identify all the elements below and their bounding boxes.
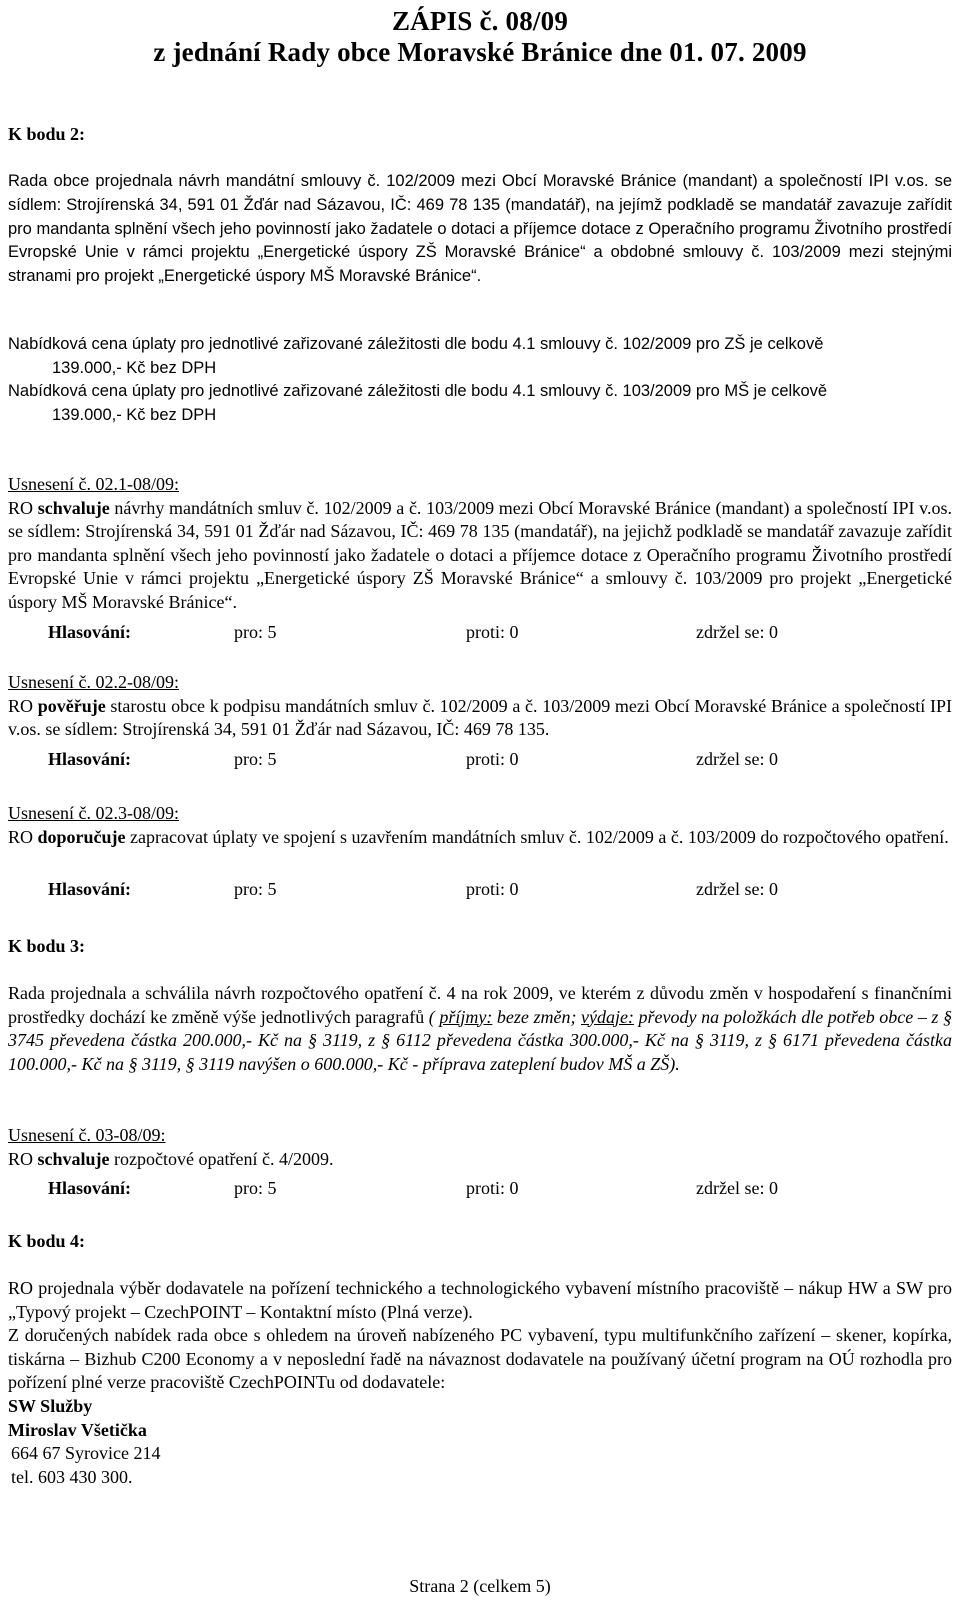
- section-4-text: [8, 1277, 952, 1489]
- section-2-heading: K bodu 2:: [8, 124, 86, 144]
- vote-zdrzel: zdržel se: 0: [696, 622, 778, 642]
- price-block: [8, 333, 952, 427]
- page-number: Strana 2 (celkem 5): [409, 1576, 551, 1596]
- resolution-prefix: RO: [8, 1148, 38, 1169]
- vote-label: Hlasování:: [48, 879, 132, 899]
- document-subtitle: z jednání Rady obce Moravské Bránice dne 01. 07. 2009: [153, 37, 807, 67]
- vote-proti: proti: 0: [466, 622, 519, 642]
- vote-zdrzel: zdržel se: 0: [696, 1178, 778, 1198]
- section-3-text: [8, 982, 952, 1076]
- section-3-vydaje-text: převody na položkách dle potřeb obce – z § 3745 převedena částka 200.000,- Kč na § 3119, z § 6112 převedena částka 300.000,- Kč na § 3119, z § 6171 převedena částka 100.000,- Kč na § 3119, § 3119 navýšen o 600.000,- Kč - příprava zateplení budov MŠ a ZŠ).: [8, 1006, 952, 1074]
- resolution-label: Usnesení č. 02.1-08/09:: [8, 474, 179, 494]
- vote-pro: pro: 5: [234, 1178, 277, 1198]
- resolution-02-3: [8, 802, 952, 849]
- vote-row-02-3: [48, 877, 948, 901]
- section-2-intro: [8, 170, 952, 289]
- vote-proti: proti: 0: [466, 879, 519, 899]
- section-3-heading: K bodu 3:: [8, 936, 86, 956]
- resolution-verb: schvaluje: [37, 1148, 110, 1169]
- vote-row-02-1: [48, 620, 948, 644]
- price-2-text: Nabídková cena úplaty pro jednotlivé zařizované záležitosti dle bodu 4.1 smlouvy č. 103/2009 pro MŠ je celkově: [8, 382, 828, 401]
- supplier-name: SW Služby: [8, 1395, 93, 1416]
- resolution-prefix: RO: [8, 826, 38, 847]
- resolution-label: Usnesení č. 02.2-08/09:: [8, 672, 179, 692]
- resolution-02-2: [8, 671, 952, 742]
- vote-label: Hlasování:: [48, 749, 132, 769]
- section-3-prijmy-label: příjmy:: [439, 1006, 493, 1027]
- supplier-person: Miroslav Všetička: [8, 1419, 147, 1440]
- resolution-03: [8, 1124, 952, 1171]
- vote-pro: pro: 5: [234, 879, 277, 899]
- vote-row-03: [48, 1176, 948, 1200]
- section-4-p2: Z doručených nabídek rada obce s ohledem na úroveň nabízeného PC vybavení, typu multifunkčního zařízení – skener, kopírka, tiskárna – Bizhub C200 Economy a v neposlední řadě na návaznost dodavatele na používaný účetní program na OÚ rozhodla pro pořízení plné verze pracoviště CzechPOINTu od dodavatele:: [8, 1325, 952, 1393]
- price-1-text: Nabídková cena úplaty pro jednotlivé zařizované záležitosti dle bodu 4.1 smlouvy č. 102/2009 pro ZŠ je celkově: [8, 335, 824, 353]
- vote-row-02-2: [48, 747, 948, 771]
- supplier-phone: tel. 603 430 300.: [11, 1466, 133, 1487]
- resolution-verb: pověřuje: [37, 695, 106, 716]
- resolution-verb: schvaluje: [37, 497, 110, 518]
- section-3-main-text: Rada projednala a schválila návrh rozpočtového opatření č. 4 na rok 2009, ve kterém z důvodu změn v hospodaření s finančními prostředky dochází ke změně výše jednotlivých paragrafů: [8, 983, 952, 1027]
- section-3-paren: (: [424, 1006, 440, 1027]
- vote-proti: proti: 0: [466, 1178, 519, 1198]
- vote-proti: proti: 0: [466, 749, 519, 769]
- section-3-prijmy-text: beze změn;: [492, 1006, 582, 1027]
- supplier-address: 664 67 Syrovice 214: [11, 1443, 161, 1464]
- resolution-verb: doporučuje: [37, 826, 126, 847]
- resolution-02-1: [8, 473, 952, 615]
- resolution-text: návrhy mandátních smluv č. 102/2009 a č. 103/2009 mezi Obcí Moravské Bránice (mandant) a společností IPI v.os. se sídlem: Strojírenská 34, 591 01 Žďár nad Sázavou, IČ: 469 78 135 (mandatář), na jejichž podkladě se mandatář zavazuje zařídit pro mandanta splnění všech jeho povinností jako žadatele o dotaci a příjemce dotace z Operačního programu Životního prostředí Evropské Unie v rámci projektu „Energetické úspory ZŠ Moravské Bránice“ a smlouvy č. 103/2009 pro projekt „Energetické úspory MŠ Moravské Bránice“.: [8, 497, 952, 612]
- section-4-heading: K bodu 4:: [8, 1231, 86, 1251]
- vote-pro: pro: 5: [234, 622, 277, 642]
- document-title: ZÁPIS č. 08/09: [391, 6, 569, 36]
- vote-label: Hlasování:: [48, 622, 132, 642]
- price-2-value: 139.000,- Kč bez DPH: [52, 405, 217, 424]
- resolution-text: starostu obce k podpisu mandátních smluv č. 102/2009 a č. 103/2009 mezi Obcí Moravské Bránice a společností IPI v.os. se sídlem: Strojírenská 34, 591 01 Žďár nad Sázavou, IČ: 469 78 135.: [8, 695, 952, 740]
- resolution-text: rozpočtové opatření č. 4/2009.: [109, 1148, 334, 1169]
- vote-zdrzel: zdržel se: 0: [696, 749, 778, 769]
- resolution-label: Usnesení č. 02.3-08/09:: [8, 803, 179, 823]
- section-4-p1: RO projednala výběr dodavatele na pořízení technického a technologického vybavení místního pracoviště – nákup HW a SW pro „Typový projekt – CzechPOINT – Kontaktní místo (Plná verze).: [8, 1278, 952, 1322]
- resolution-prefix: RO: [8, 497, 38, 518]
- price-1-value: 139.000,- Kč bez DPH: [52, 358, 217, 377]
- resolution-label: Usnesení č. 03-08/09:: [8, 1125, 166, 1145]
- vote-pro: pro: 5: [234, 749, 277, 769]
- resolution-text: zapracovat úplaty ve spojení s uzavřením mandátních smluv č. 102/2009 a č. 103/2009 do rozpočtového opatření.: [125, 826, 949, 847]
- resolution-prefix: RO: [8, 695, 38, 716]
- vote-zdrzel: zdržel se: 0: [696, 879, 778, 899]
- vote-label: Hlasování:: [48, 1178, 132, 1198]
- section-3-vydaje-label: výdaje:: [581, 1006, 634, 1027]
- section-2-intro-text: Rada obce projednala návrh mandátní smlouvy č. 102/2009 mezi Obcí Moravské Bránice (mandant) a společností IPI v.os. se sídlem: Strojírenská 34, 591 01 Žďár nad Sázavou, IČ: 469 78 135 (mandatář), na jejímž podkladě se mandatář zavazuje zařídit pro mandanta splnění všech jeho povinností jako žadatele o dotaci a příjemce dotace z Operačního programu Životního prostředí Evropské Unie v rámci projektu „Energetické úspory ZŠ Moravské Bránice“ a obdobné smlouvy č. 103/2009 mezi stejnými stranami pro projekt „Energetické úspory MŠ Moravské Bránice“.: [8, 172, 952, 286]
